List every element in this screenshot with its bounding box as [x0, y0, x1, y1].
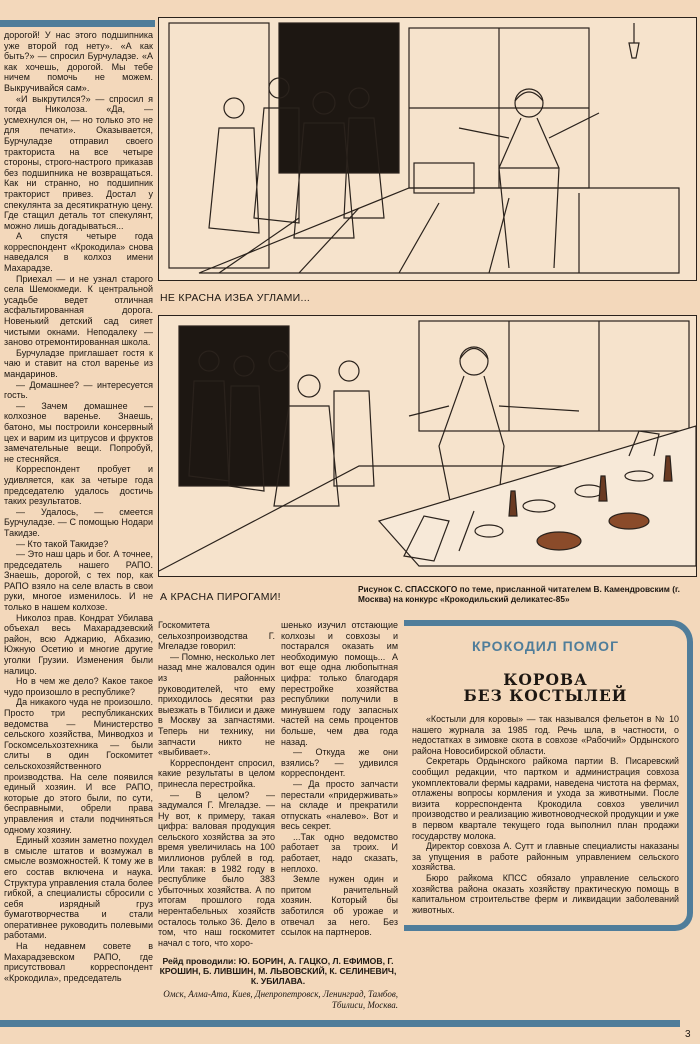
- paragraph: Приехал — и не узнал старого села Шемокмеди. К центральной усадьбе ведет отличная асфальтированная дорога. Новенький детский сад сияет чистыми окнами. Неподалеку — заново отремонтированная школа.: [4, 273, 153, 348]
- article-continuation: [158, 620, 398, 1011]
- cartoon-bottom: [158, 315, 697, 577]
- box-rubric: КРОКОДИЛ ПОМОГ: [471, 638, 620, 654]
- paragraph: А спустя четыре года корреспондент «Крокодила» снова наведался в колхоз имени Махарадзе.: [4, 231, 153, 274]
- paragraph: Николоз прав. Кондрат Убилава объехал весь Махарадзевский район, всю Аджарию, Абхазию, Южную Осетию и многие другие уголки Грузии. Изменения были налицо.: [4, 612, 153, 676]
- paragraph: Секретарь Ордынского райкома партии В. Писаревский сообщил редакции, что партком и администрация совхоза укомплектовали фермы кадрами, наведена чистота на фермах, отлажены вопросы кормления и ухода за животными. После визита корреспондента Крокодила совхоз увеличил производство и реализацию животноводческой продукции и уже в первом квартале текущего года выполнил план продажи государству молока.: [412, 756, 679, 841]
- paragraph: — Домашнее? — интересуется гость.: [4, 379, 153, 401]
- paragraph: На недавнем совете в Махарадзевском РАПО, где присутствовал корреспондент «Крокодила», председатель: [4, 941, 153, 983]
- page-number: 3: [685, 1029, 691, 1040]
- raid-byline: Рейд проводили: Ю. БОРИН, А. ГАЦКО, Л. ЕФИМОВ, Г. КРОШИН, Б. ЛИВШИН, М. ЛЬВОВСКИЙ, К. СЕЛИНЕВИЧ, К. УБИЛАВА.: [159, 956, 397, 987]
- paragraph: — Удалось, — смеется Бурчуладзе. — С помощью Нодари Такидзе.: [4, 506, 153, 538]
- article-column-2: [158, 620, 275, 948]
- cartoon-caption-2: А КРАСНА ПИРОГАМИ!: [160, 591, 281, 603]
- article-column-1: [4, 30, 153, 983]
- raid-cities: Омск, Алма-Ата, Киев, Днепропетровск, Ленинград, Тамбов, Тбилиси, Москва.: [163, 989, 398, 1011]
- paragraph: — Зачем домашнее — колхозное варенье. Знаешь, батоно, мы построили консервный цех и варим из цитрусов и фруктов замечательные вещи. Попробуй, не стесняйся.: [4, 400, 153, 464]
- paragraph: Бурчуладзе приглашает гостя к чаю и ставит на стол варенье из мандаринов.: [4, 347, 153, 379]
- cartoon-empty-room-illustration: [159, 18, 696, 280]
- paragraph: Бюро райкома КПСС обязало управление сельского хозяйства района оказать хозяйству практическую помощь в капитальном строительстве ферм и ликвидации заболеваний животных.: [412, 872, 679, 915]
- bottom-rule: [0, 1020, 680, 1027]
- cartoon-credit: Рисунок С. СПАССКОГО по теме, присланной читателем В. Камендровским (г. Москва) на конкурс «Крокодильский деликатес-85»: [358, 584, 680, 604]
- headline-line-2: БЕЗ КОСТЫЛЕЙ: [463, 686, 628, 705]
- box-headline: [412, 672, 679, 704]
- lower-section: [158, 620, 693, 1011]
- paragraph: — Да просто запчасти перестали «придерживать» на складе и прекратили отпускать «налево». Вот и весь секрет.: [281, 778, 398, 832]
- paragraph: Но в чем же дело? Какое такое чудо произошло в республике?: [4, 676, 153, 697]
- paragraph: Госкомитета сельхозпроизводства Г. Мгеладзе говорил:: [158, 620, 275, 652]
- paragraph: — Помню, несколько лет назад мне жаловался один из районных руководителей, что ему приходилось десятки раз выезжать в Тбилиси и даже в Москву за запчастями. Теперь ни технику, ни запчасти никто не «выбивает».: [158, 651, 275, 758]
- paragraph: «Костыли для коровы» — так назывался фельетон в № 10 нашего журнала за 1985 год. Речь шла, в частности, о недостатках в зимовке скота в совхозе «Рабочий» Ордынского района Новосибирской области.: [412, 714, 679, 756]
- box-body: [412, 714, 679, 915]
- top-rule: [0, 20, 155, 27]
- paragraph: дорогой! У нас этого подшипника уже второй год нету». «А как быть?» — спросил Бурчуладзе. «А как хочешь, дорогой. Мы тебе ничем помочь не можем. Выкручивайся сам».: [4, 30, 153, 93]
- article-columns-2-3: [158, 620, 398, 948]
- paragraph: ...Так одно ведомство работает за троих. И работает, надо сказать, неплохо.: [281, 831, 398, 874]
- krokodil-helped-box: [404, 620, 693, 931]
- paragraph: — Откуда же они взялись? — удивился корреспондент.: [281, 747, 398, 779]
- cartoon-caption-1: НЕ КРАСНА ИЗБА УГЛАМИ...: [160, 292, 311, 304]
- paragraph: Единый хозяин заметно похудел в смысле штатов и возмужал в смысле возможностей. К тому же в его состав включена и наука. Структура управления стала более гибкой, а специалисты сбросили с себя изрядный груз бумаготворчества и стали оперативнее руководить полевыми работами.: [4, 835, 153, 941]
- paragraph: Корреспондент пробует и удивляется, как за четыре года председателю удалось достичь таких результатов.: [4, 464, 153, 507]
- paragraph: Да никакого чуда не произошло. Просто три республиканских ведомства — Министерство сельского хозяйства, Минводхоз и Госкомсельхозтехника — были слиты в один Госкомитет сельскохозяйственного производства. На селе появился единый хозяин. И все РАПО, которые до этого были, по сути, бесправными, обрели права управления и стали подчиняться одному хозяину.: [4, 697, 153, 835]
- headline-line-1: КОРОВА: [503, 670, 588, 689]
- paragraph: — В целом? — задумался Г. Мгеладзе. — Ну вот, к примеру, такая цифра: валовая продукция сельского хозяйства за это время увеличилась на 100 миллионов рублей в год. Или такая: в 1982 году в республике было 383 убыточных хозяйства. А по итогам прошлого года нерентабельных хозяйств осталось только 36. Дело в том, что наш госкомитет начал с того, что хоро-: [158, 789, 275, 948]
- paragraph: «И выкрутился?» — спросил я тогда Николоза. «Да, — усмехнулся он, — но только это не для печати». Оказывается, Бурчуладзе отправил своего тракториста на все четыре стороны, строго-настрого приказав без подшипника не возвращаться. Как ни странно, но подшипник тракторист привез. Достал у спекулянта за десятикратную цену. Где стащил деталь тот спекулянт, можно лишь догадываться...: [4, 93, 153, 231]
- paragraph: Корреспондент спросил, какие результаты в целом принесла перестройка.: [158, 757, 275, 789]
- paragraph: — Это наш царь и бог. А точнее, председатель нашего РАПО. Знаешь, дорогой, с тех пор, как РАПО взяло на селе власть в свои руки, многое изменилось. И не только в нашем колхозе.: [4, 549, 153, 613]
- paragraph: Директор совхоза А. Сутт и главные специалисты наказаны за упущения в работе районным управлением сельского хозяйства.: [412, 841, 679, 873]
- cartoon-feast-illustration: [159, 316, 696, 576]
- paragraph: Земле нужен один и притом рачительный хозяин. Который бы заботился об урожае и отвечал за него. Без ссылок на партнеров.: [281, 874, 398, 938]
- cartoon-top: [158, 17, 697, 281]
- paragraph: — Кто такой Такидзе?: [16, 538, 109, 549]
- article-column-3: [281, 620, 398, 948]
- paragraph: шенько изучил отстающие колхозы и совхозы и постарался оказать им необходимую помощь... А вот еще одна любопытная цифра: только благодаря перестройке хозяйства республики получили в минувшем году запасных частей на семь процентов больше, чем два года назад.: [281, 620, 398, 747]
